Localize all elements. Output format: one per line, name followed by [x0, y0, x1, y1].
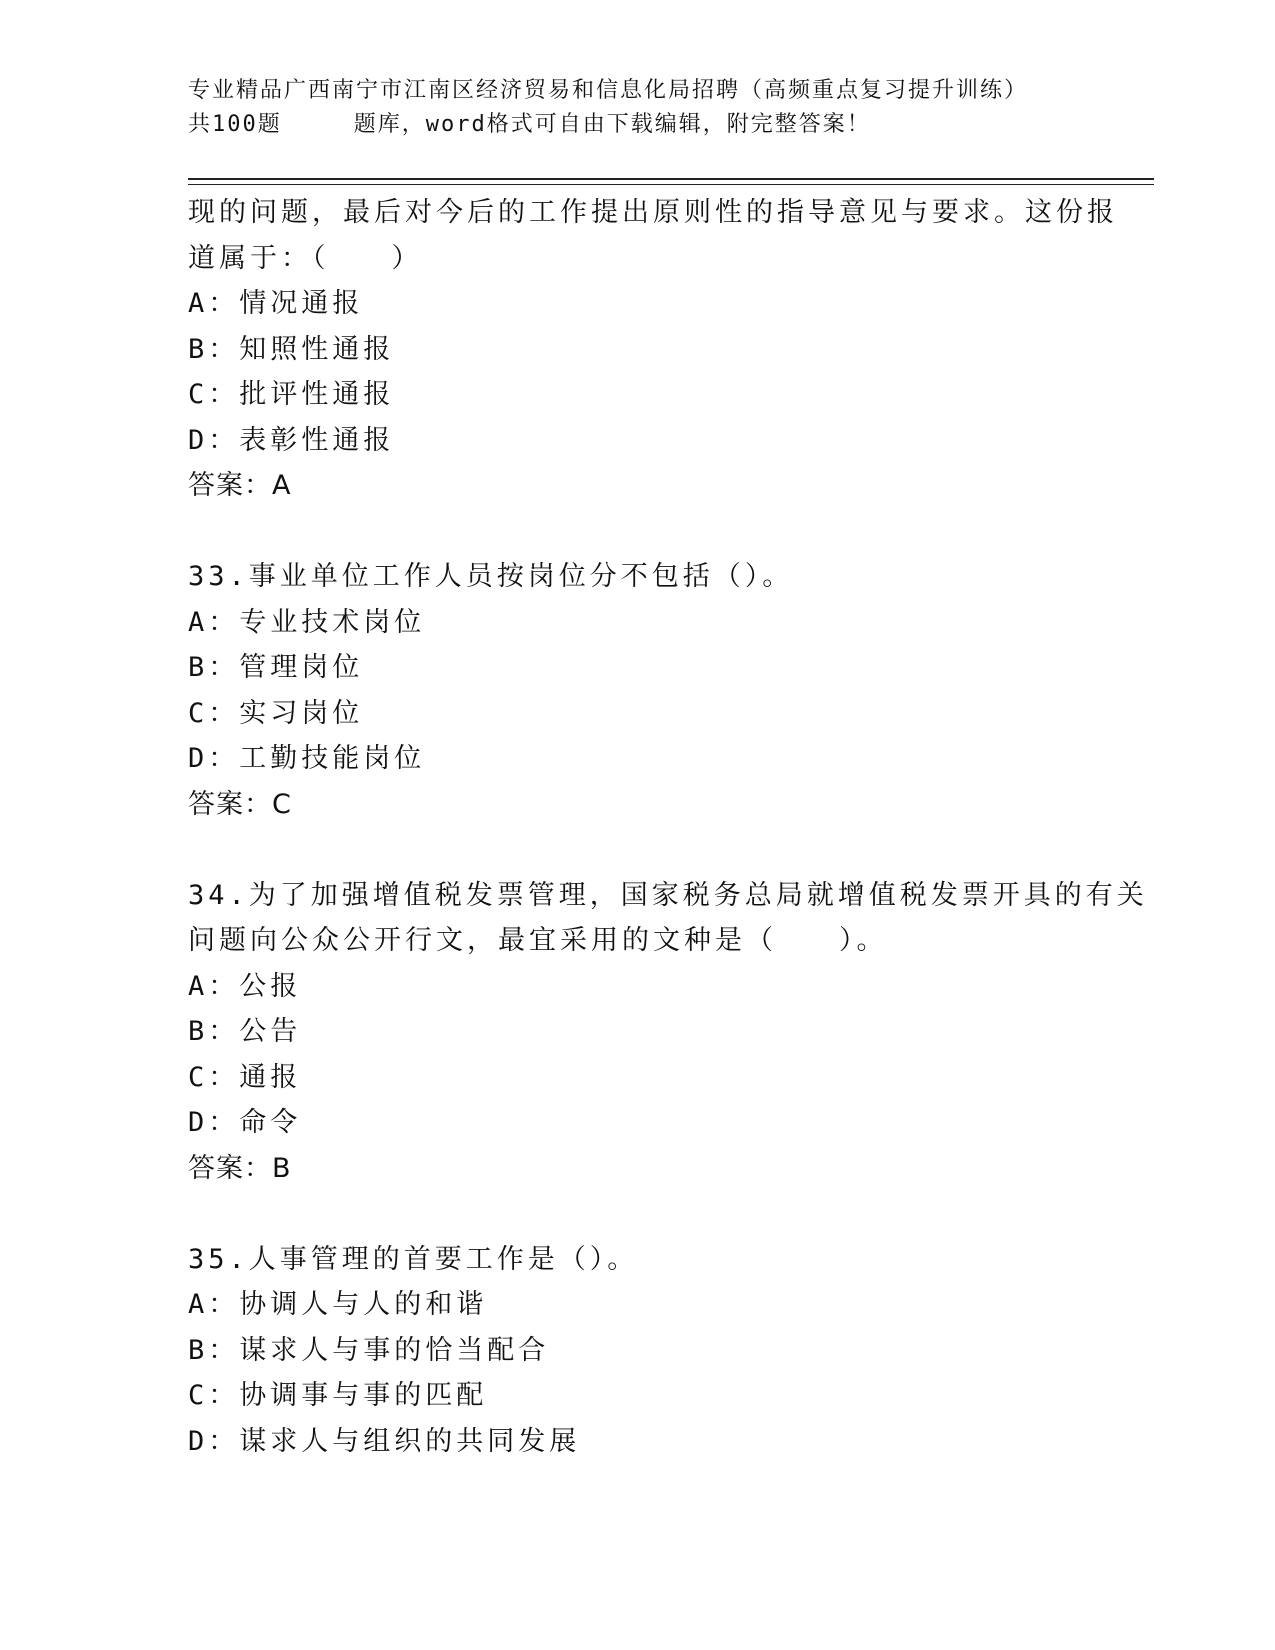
question-list	[188, 190, 1148, 1464]
option-c: C：协调事与事的匹配	[188, 1380, 488, 1411]
header-description: 题库，word格式可自由下载编辑，附完整答案！	[353, 112, 871, 137]
question-stem: 33.事业单位工作人员按岗位分不包括（）。	[188, 561, 794, 592]
header-question-count: 共100题	[188, 112, 282, 137]
option-d: D：命令	[188, 1107, 302, 1138]
question-stem-line: 34.为了加强增值税发票管理，国家税务总局就增值税发票开具的有关	[188, 879, 1148, 911]
question-stem-line: 问题向公众公开行文，最宜采用的文种是（ ）。	[188, 925, 888, 956]
header-divider-thin	[188, 184, 1154, 185]
option-b: B：公告	[188, 1016, 302, 1047]
option-b: B：谋求人与事的恰当配合	[188, 1334, 550, 1366]
question-stem: 35.人事管理的首要工作是（）。	[188, 1243, 639, 1275]
option-a: A：情况通报	[188, 288, 364, 319]
option-a: A：协调人与人的和谐	[188, 1289, 488, 1320]
question-stem-line: 现的问题，最后对今后的工作提出原则性的指导意见与要求。这份报	[188, 197, 1118, 228]
option-c: C：批评性通报	[188, 379, 395, 410]
option-b: B：管理岗位	[188, 652, 364, 683]
option-c: C：实习岗位	[188, 697, 364, 729]
answer-line: 答案：C	[188, 788, 292, 820]
header-title: 专业精品广西南宁市江南区经济贸易和信息化局招聘（高频重点复习提升训练）	[188, 78, 1029, 103]
answer-line: 答案：B	[188, 1152, 292, 1184]
header-divider-thick	[188, 178, 1154, 180]
option-c: C：通报	[188, 1061, 302, 1093]
question-35	[188, 1237, 1088, 1465]
page-header	[188, 74, 1088, 142]
question-stem-line: 道属于：（ ）	[188, 242, 423, 274]
question-34	[188, 873, 1148, 1192]
option-b: B：知照性通报	[188, 333, 395, 365]
option-d: D：谋求人与组织的共同发展	[188, 1425, 581, 1457]
question-32	[188, 190, 1118, 509]
option-a: A：专业技术岗位	[188, 606, 426, 638]
answer-line: 答案：A	[188, 470, 292, 501]
option-a: A：公报	[188, 970, 302, 1002]
option-d: D：表彰性通报	[188, 424, 395, 456]
header-subtitle	[188, 108, 1088, 142]
question-33	[188, 554, 1088, 827]
option-d: D：工勤技能岗位	[188, 743, 426, 774]
